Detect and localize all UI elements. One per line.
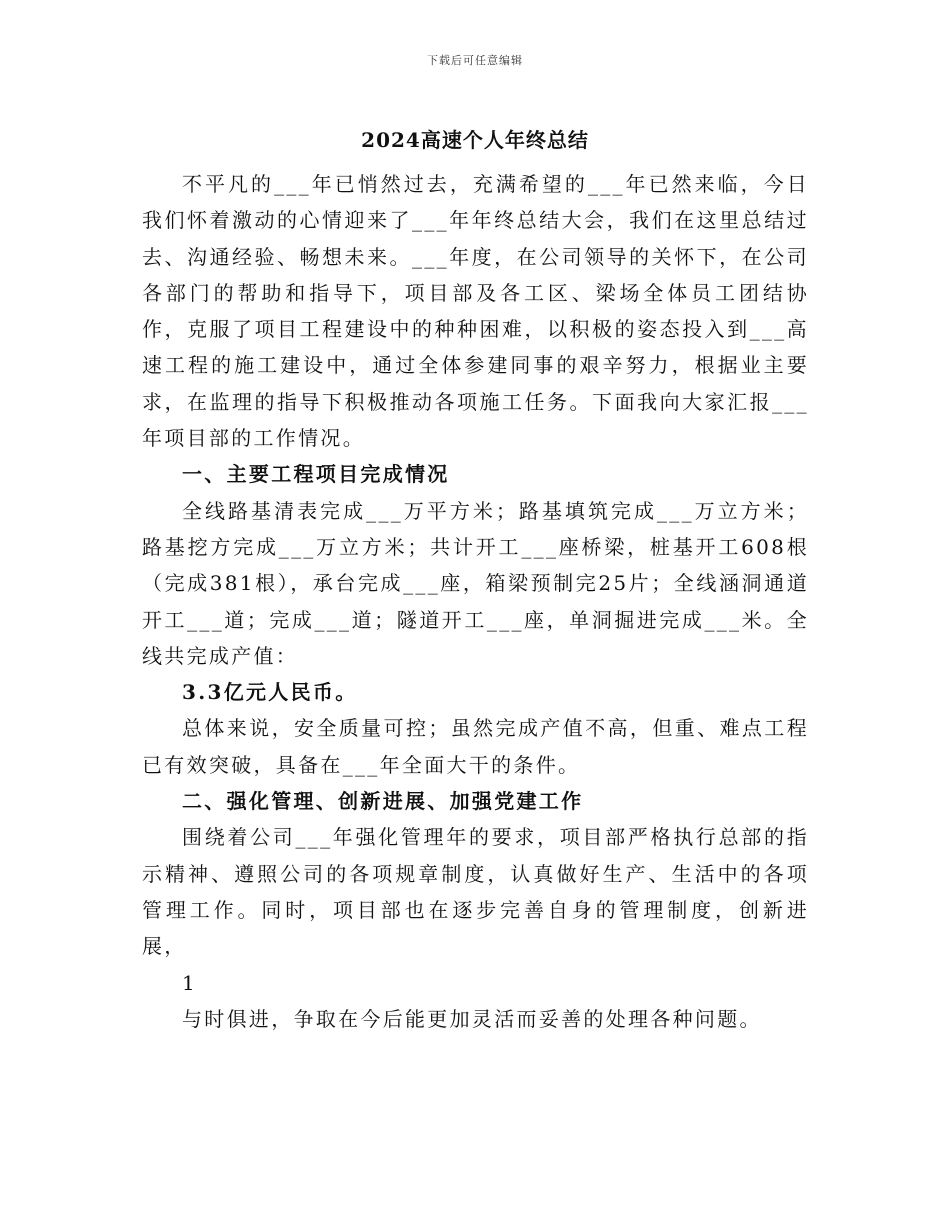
section2-continued: 与时俱进，争取在今后能更加灵活而妥善的处理各种问题。 — [182, 1006, 762, 1031]
section-heading-2: 二、强化管理、创新进展、加强党建工作 — [182, 789, 584, 814]
page-number: 1 — [182, 970, 198, 995]
document-body — [142, 166, 809, 1037]
intro-paragraph: 不平凡的___年已悄然过去，充满希望的___年已然来临，今日我们怀着激动的心情迎来了___年年终总结大会，我们在这里总结过去、沟通经验、畅想未来。___年度，在公司领导的关怀下，在公司各部门的帮助和指导下，项目部及各工区、梁场全体员工团结协作，克服了项目工程建设中的种种困难，以积极的姿态投入到___高速工程的施工建设中，通过全体参建同事的艰辛努力，根据业主要求，在监理的指导下积极推动各项施工任务。下面我向大家汇报___年项目部的工作情况。 — [142, 172, 809, 451]
section1-body: 全线路基清表完成___万平方米；路基填筑完成___万立方米；路基挖方完成___万立方米；共计开工___座桥梁，桩基开工608根（完成381根），承台完成___座，箱梁预制完25片；全线涵洞通道开工___道；完成___道；隧道开工___座，单洞掘进完成___米。全线共完成产值： — [142, 498, 809, 668]
header-note: 下载后可任意编辑 — [427, 54, 523, 67]
document-title: 2024高速个人年终总结 — [361, 128, 589, 152]
output-value: 3.3亿元人民币。 — [182, 680, 358, 705]
section-heading-1: 一、主要工程项目完成情况 — [182, 462, 450, 487]
section1-summary: 总体来说，安全质量可控；虽然完成产值不高，但重、难点工程已有效突破，具备在___年全面大干的条件。 — [142, 716, 809, 777]
section2-body: 围绕着公司___年强化管理年的要求，项目部严格执行总部的指示精神、遵照公司的各项规章制度，认真做好生产、生活中的各项管理工作。同时，项目部也在逐步完善自身的管理制度，创新进展， — [142, 825, 809, 959]
